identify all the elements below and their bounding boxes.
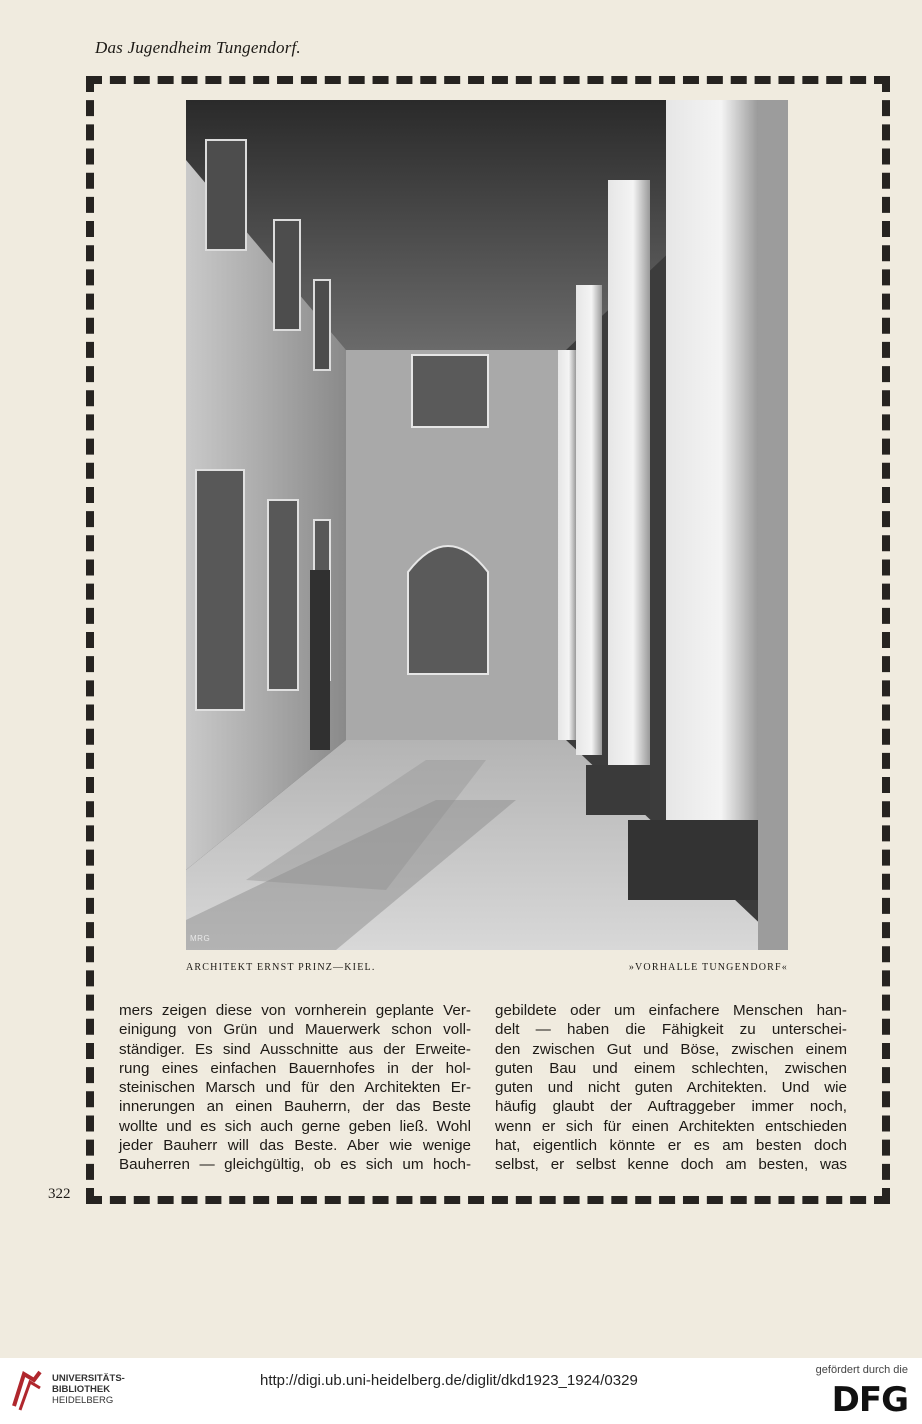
text-line: guten und nicht guten Architekten. Und wie <box>495 1079 847 1097</box>
text-line: Bauherren — gleichgültig, ob es sich um hoch- <box>119 1156 471 1174</box>
page-number: 322 <box>48 1186 71 1202</box>
text-line: ständiger. Es sind Ausschnitte aus der Erweite- <box>119 1040 471 1058</box>
page-header-title: Das Jugendheim Tungendorf. <box>95 38 301 57</box>
corridor-photo <box>186 100 788 950</box>
text-line: selbst, er selbst kenne doch am besten, was <box>495 1156 847 1174</box>
funding-label: gefördert durch die <box>815 1364 908 1376</box>
university-library-name[interactable] <box>52 1373 125 1406</box>
photo-caption-title: »VORHALLE TUNGENDORF« <box>628 962 788 973</box>
library-line: HEIDELBERG <box>52 1395 114 1406</box>
text-line: innerungen an einen Bauherrn, der das Beste <box>119 1098 471 1116</box>
text-line: delt — haben die Fähigkeit zu unterschei- <box>495 1021 847 1039</box>
text-line: den zwischen Gut und Böse, zwischen einem <box>495 1040 847 1058</box>
text-line: guten Bau und einem schlechten, zwischen <box>495 1059 847 1077</box>
library-line: UNIVERSITÄTS- <box>52 1373 125 1384</box>
body-column-right <box>495 1001 847 1175</box>
body-column-left <box>119 1001 471 1175</box>
text-line: häufig glaubt der Auftraggeber immer noch, <box>495 1098 847 1116</box>
text-line: wenn er sich für einen Architekten entschieden <box>495 1117 847 1135</box>
university-logo-icon[interactable] <box>10 1366 46 1419</box>
text-line: hat, eigentlich könnte er es am besten doch <box>495 1137 847 1155</box>
library-line: BIBLIOTHEK <box>52 1384 111 1395</box>
text-line: mers zeigen diese von vornherein geplante Ver- <box>119 1002 471 1019</box>
photo-monogram: MRG <box>190 934 211 943</box>
viewer-footer <box>0 1358 922 1424</box>
text-line: gebildete oder um einfachere Menschen han- <box>495 1002 847 1019</box>
text-line: rung eines einfachen Bauernhofes in der hol- <box>119 1059 471 1077</box>
text-line: wollte und es sich auch gerne geben ließ. Wohl <box>119 1117 471 1135</box>
permalink-url[interactable]: http://digi.ub.uni-heidelberg.de/diglit/dkd1923_1924/0329 <box>260 1372 638 1389</box>
dfg-logo[interactable]: DFG <box>831 1380 908 1420</box>
photo-caption-architect: ARCHITEKT ERNST PRINZ—KIEL. <box>186 962 376 973</box>
text-line: jeder Bauherr will das Beste. Aber wie wenige <box>119 1137 471 1155</box>
text-line: steinischen Marsch und für den Architekten Er- <box>119 1079 471 1097</box>
text-line: einigung von Grün und Mauerwerk schon voll- <box>119 1021 471 1039</box>
